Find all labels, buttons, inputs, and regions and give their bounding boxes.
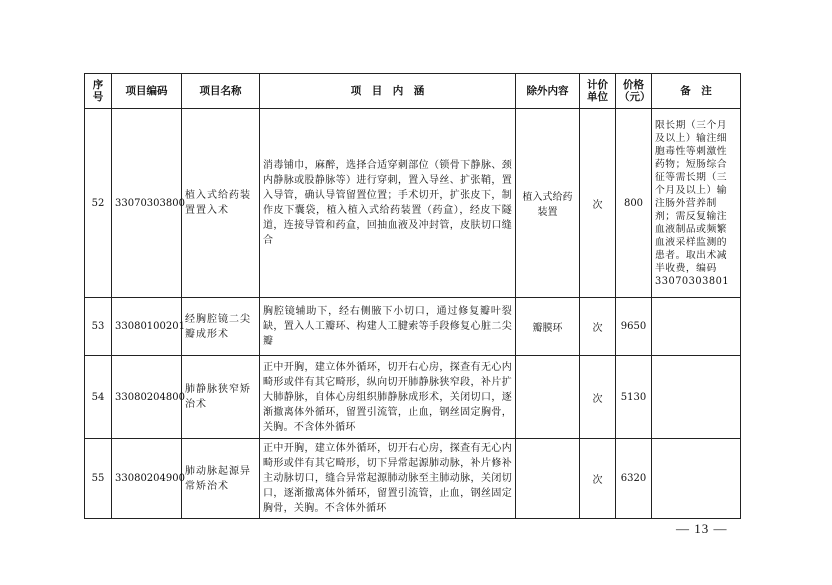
row-price: 6320 <box>616 439 652 519</box>
row-content: 正中开胸，建立体外循环，切开右心房，探查有无心内畸形或伴有其它畸形，切下异常起源肺动脉，补片修补主动脉切口，缝合异常起源肺动脉至主肺动脉，关闭切口，逐渐撤离体外循环，留置引流管，止血，钢丝固定胸骨，关胸。不含体外循环 <box>260 439 516 519</box>
row-exclusion: 植入式给药装置 <box>516 109 580 298</box>
row-exclusion: 瓣膜环 <box>516 298 580 356</box>
row-content: 胸腔镜辅助下，经右侧腋下小切口，通过修复瓣叶裂缺，置入人工瓣环、构建人工腱索等手段修复心脏二尖瓣 <box>260 298 516 356</box>
row-content: 正中开胸，建立体外循环，切开右心房，探查有无心内畸形或伴有其它畸形，纵向切开肺静脉狭窄段，补片扩大肺静脉，自体心房组织肺静脉成形术，关闭切口，逐渐撤离体外循环，留置引流管，止血，钢丝固定胸骨，关胸。不含体外循环 <box>260 356 516 439</box>
row-code: 33070303800 <box>112 109 182 298</box>
row-exclusion <box>516 439 580 519</box>
row-unit: 次 <box>580 109 616 298</box>
header-unit: 计价单位 <box>580 74 616 109</box>
row-note <box>652 439 741 519</box>
row-unit: 次 <box>580 439 616 519</box>
row-price: 800 <box>616 109 652 298</box>
row-name: 肺静脉狭窄矫治术 <box>182 356 260 439</box>
header-price: 价格（元） <box>616 74 652 109</box>
row-note <box>652 356 741 439</box>
row-content: 消毒铺巾，麻醉，选择合适穿刺部位（锁骨下静脉、颈内静脉或股静脉等）进行穿刺，置入导丝、扩张鞘，置入导管，确认导管留置位置；手术切开，扩张皮下，制作皮下囊袋，植入植入式给药装置（药盒），经皮下隧道，连接导管和药盒，回抽血液及冲封管，皮肤切口缝合 <box>260 109 516 298</box>
header-name: 项目名称 <box>182 74 260 109</box>
row-no: 55 <box>85 439 112 519</box>
row-no: 52 <box>85 109 112 298</box>
header-note: 备 注 <box>652 74 741 109</box>
row-note <box>652 298 741 356</box>
row-price: 9650 <box>616 298 652 356</box>
row-unit: 次 <box>580 298 616 356</box>
header-content: 项 目 内 涵 <box>260 74 516 109</box>
row-price: 5130 <box>616 356 652 439</box>
header-exclusion: 除外内容 <box>516 74 580 109</box>
table-row <box>85 298 741 356</box>
table-row <box>85 439 741 519</box>
row-code: 33080100201 <box>112 298 182 356</box>
row-code: 33080204900 <box>112 439 182 519</box>
row-name: 经胸腔镜二尖瓣成形术 <box>182 298 260 356</box>
fee-table <box>84 73 741 519</box>
row-unit: 次 <box>580 356 616 439</box>
page-number: — 13 — <box>676 521 728 536</box>
row-no: 54 <box>85 356 112 439</box>
table-row <box>85 109 741 298</box>
table-header-row <box>85 74 741 109</box>
row-name: 肺动脉起源异常矫治术 <box>182 439 260 519</box>
row-name: 植入式给药装置置入术 <box>182 109 260 298</box>
header-code: 项目编码 <box>112 74 182 109</box>
row-no: 53 <box>85 298 112 356</box>
table-row <box>85 356 741 439</box>
row-note: 限长期（三个月及以上）输注细胞毒性等刺激性药物；短肠综合征等需长期（三个月及以上）输注肠外营养制剂；需反复输注血液制品或频繁血液采样监测的患者。取出术减半收费，编码33070303801 <box>652 109 741 298</box>
row-exclusion <box>516 356 580 439</box>
row-code: 33080204800 <box>112 356 182 439</box>
header-no: 序号 <box>85 74 112 109</box>
